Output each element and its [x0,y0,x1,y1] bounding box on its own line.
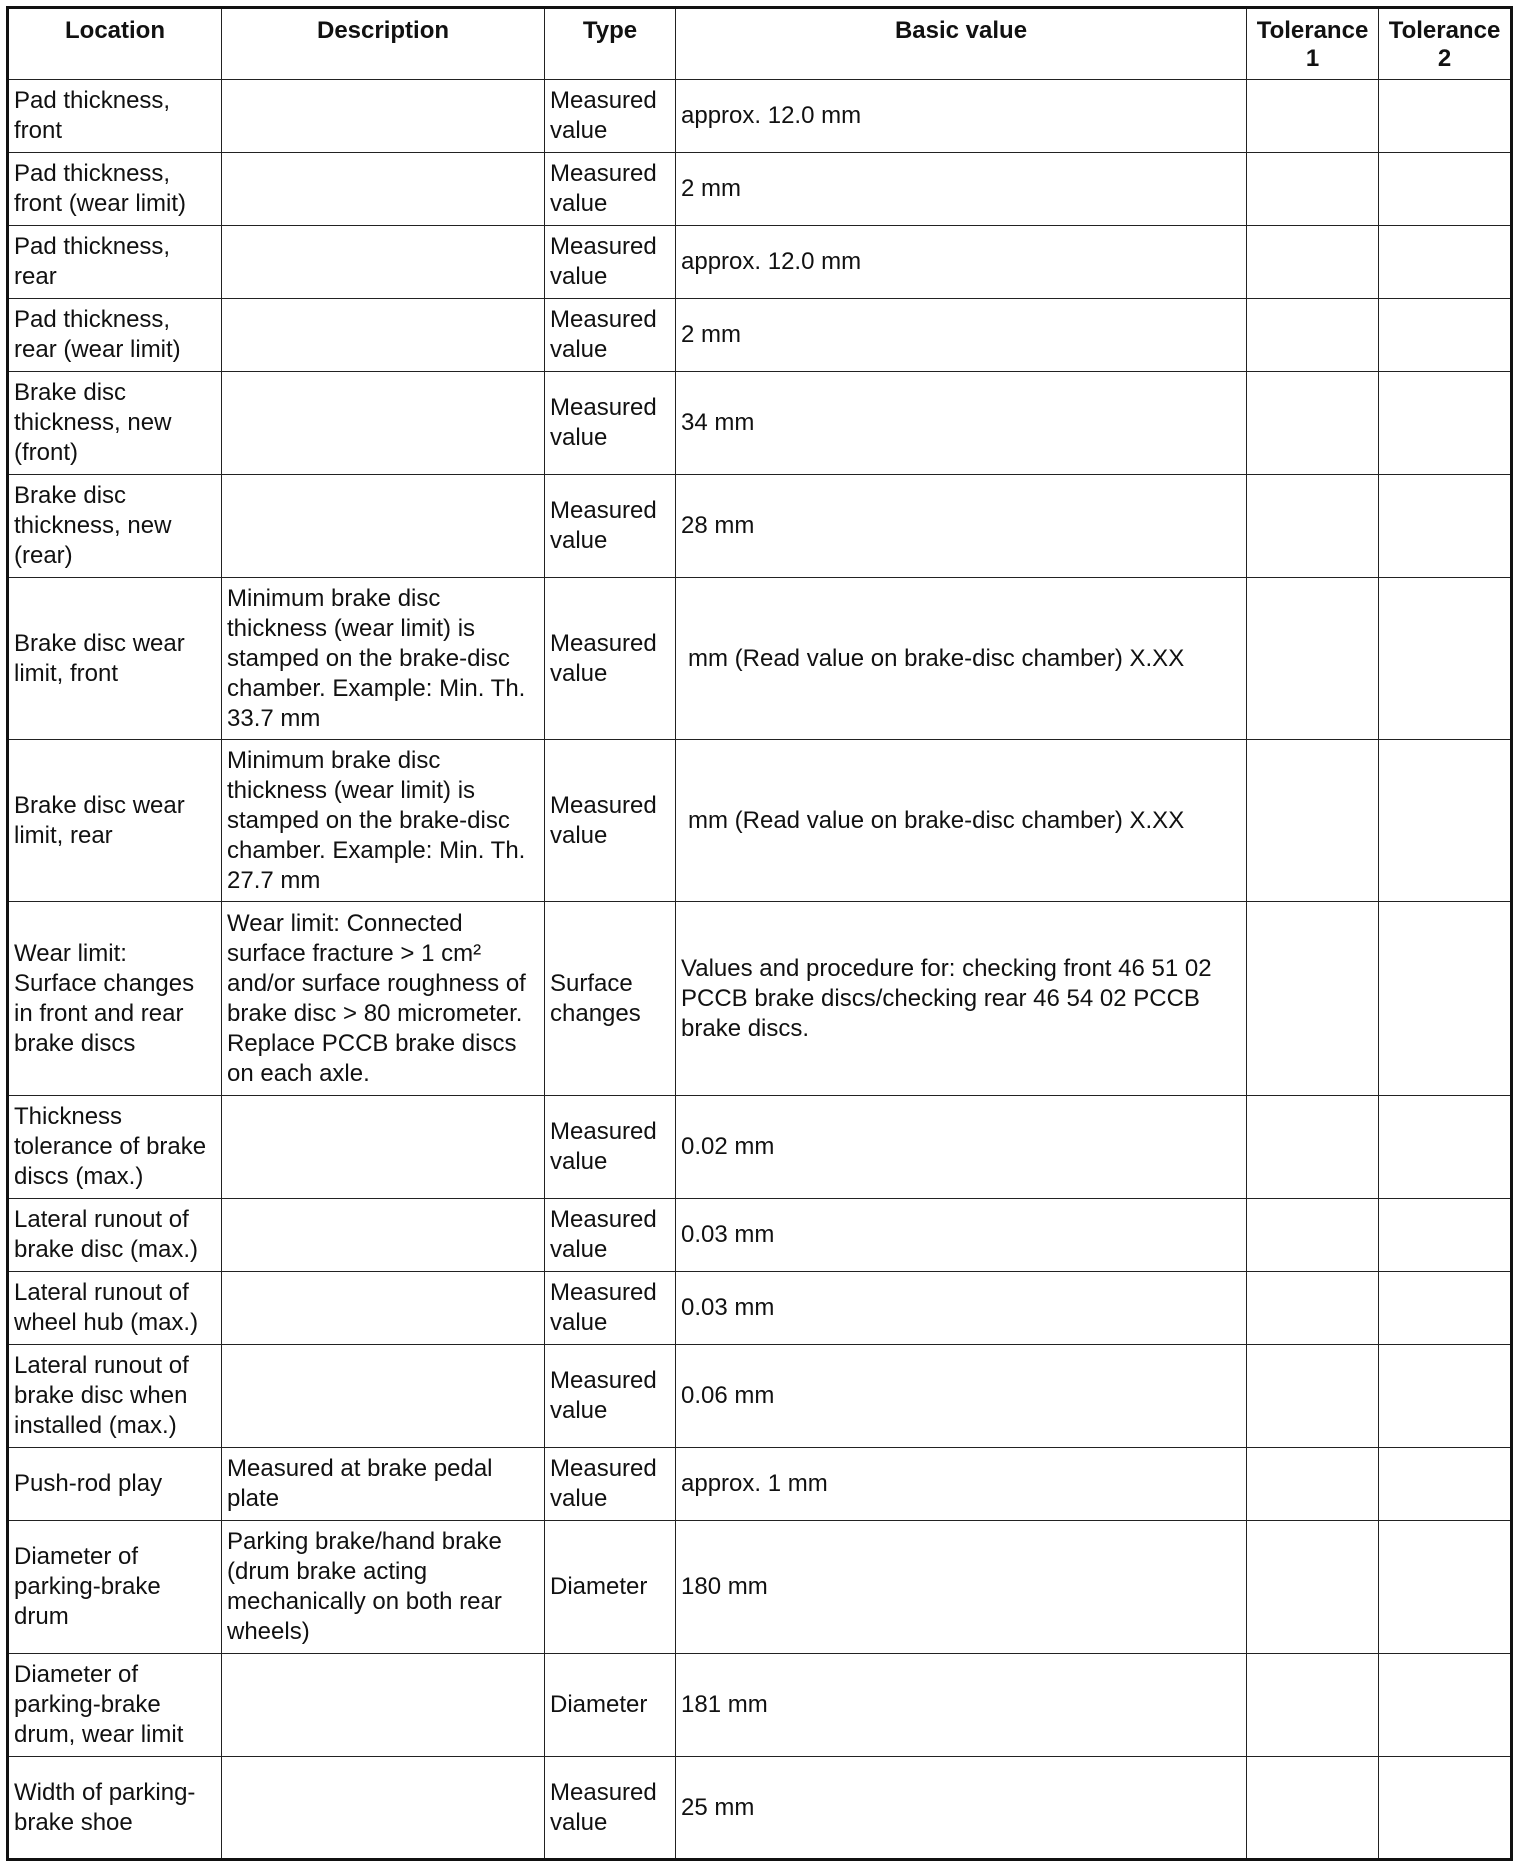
cell-basic-value: 2 mm [676,153,1247,226]
table-row [8,578,1512,740]
table-row [8,80,1512,153]
cell-tolerance-1 [1247,475,1379,578]
cell-tolerance-2 [1379,1757,1512,1860]
cell-tolerance-1 [1247,902,1379,1096]
cell-tolerance-1 [1247,1757,1379,1860]
cell-tolerance-2 [1379,1199,1512,1272]
cell-type: Measured value [545,475,676,578]
cell-type: Surface changes [545,902,676,1096]
cell-type: Measured value [545,299,676,372]
table-row [8,299,1512,372]
cell-location: Brake disc wear limit, rear [8,740,222,902]
cell-tolerance-2 [1379,153,1512,226]
cell-basic-value: mm (Read value on brake-disc chamber) X.XX [676,578,1247,740]
cell-location: Pad thickness, front (wear limit) [8,153,222,226]
cell-basic-value: 180 mm [676,1521,1247,1654]
cell-location: Wear limit: Surface changes in front and rear brake discs [8,902,222,1096]
cell-basic-value: 0.03 mm [676,1272,1247,1345]
header-type: Type [545,8,676,80]
cell-tolerance-2 [1379,475,1512,578]
cell-type: Measured value [545,1757,676,1860]
cell-basic-value: Values and procedure for: checking front 46 51 02 PCCB brake discs/checking rear 46 54 02 PCCB brake discs. [676,902,1247,1096]
cell-tolerance-2 [1379,1096,1512,1199]
cell-description [222,1199,545,1272]
table-row [8,153,1512,226]
cell-tolerance-1 [1247,1199,1379,1272]
cell-tolerance-2 [1379,740,1512,902]
cell-type: Diameter [545,1654,676,1757]
table-row [8,1345,1512,1448]
cell-tolerance-1 [1247,1272,1379,1345]
table-row [8,1654,1512,1757]
cell-basic-value: 25 mm [676,1757,1247,1860]
cell-tolerance-1 [1247,1448,1379,1521]
table-row [8,1199,1512,1272]
cell-description [222,1757,545,1860]
cell-description [222,1272,545,1345]
brake-specs-table [6,6,1513,1861]
cell-basic-value: 0.06 mm [676,1345,1247,1448]
header-tolerance-1: Tolerance 1 [1247,8,1379,80]
cell-location: Pad thickness, rear (wear limit) [8,299,222,372]
cell-description [222,153,545,226]
cell-tolerance-2 [1379,578,1512,740]
cell-type: Diameter [545,1521,676,1654]
cell-type: Measured value [545,153,676,226]
cell-type: Measured value [545,1345,676,1448]
table-row [8,902,1512,1096]
header-description: Description [222,8,545,80]
cell-description: Wear limit: Connected surface fracture > 1 cm² and/or surface roughness of brake disc > 80 micrometer. Replace PCCB brake discs on each axle. [222,902,545,1096]
table-row [8,226,1512,299]
header-row [8,8,1512,80]
cell-tolerance-2 [1379,372,1512,475]
cell-location: Brake disc thickness, new (front) [8,372,222,475]
cell-basic-value: 0.03 mm [676,1199,1247,1272]
cell-basic-value: 28 mm [676,475,1247,578]
table-row [8,1096,1512,1199]
cell-description: Minimum brake disc thickness (wear limit) is stamped on the brake-disc chamber. Example: Min. Th. 27.7 mm [222,740,545,902]
cell-type: Measured value [545,226,676,299]
cell-location: Pad thickness, rear [8,226,222,299]
cell-location: Lateral runout of wheel hub (max.) [8,1272,222,1345]
cell-location: Diameter of parking-brake drum, wear limit [8,1654,222,1757]
cell-description: Measured at brake pedal plate [222,1448,545,1521]
cell-type: Measured value [545,1272,676,1345]
cell-tolerance-2 [1379,299,1512,372]
cell-tolerance-1 [1247,226,1379,299]
header-basic-value: Basic value [676,8,1247,80]
cell-description [222,372,545,475]
table-row [8,475,1512,578]
cell-basic-value: approx. 12.0 mm [676,226,1247,299]
cell-description: Parking brake/hand brake (drum brake acting mechanically on both rear wheels) [222,1521,545,1654]
cell-tolerance-1 [1247,372,1379,475]
table-row [8,1448,1512,1521]
cell-type: Measured value [545,372,676,475]
cell-description: Minimum brake disc thickness (wear limit) is stamped on the brake-disc chamber. Example: Min. Th. 33.7 mm [222,578,545,740]
cell-basic-value: 34 mm [676,372,1247,475]
cell-tolerance-1 [1247,1521,1379,1654]
table-row [8,740,1512,902]
cell-description [222,1654,545,1757]
cell-tolerance-1 [1247,740,1379,902]
cell-tolerance-1 [1247,80,1379,153]
cell-tolerance-2 [1379,1448,1512,1521]
cell-basic-value: approx. 12.0 mm [676,80,1247,153]
cell-basic-value: approx. 1 mm [676,1448,1247,1521]
cell-tolerance-2 [1379,902,1512,1096]
cell-type: Measured value [545,740,676,902]
cell-tolerance-1 [1247,1096,1379,1199]
cell-tolerance-1 [1247,153,1379,226]
cell-description [222,475,545,578]
table-row [8,1521,1512,1654]
header-tolerance-2: Tolerance 2 [1379,8,1512,80]
cell-basic-value: 0.02 mm [676,1096,1247,1199]
cell-location: Brake disc thickness, new (rear) [8,475,222,578]
cell-location: Lateral runout of brake disc (max.) [8,1199,222,1272]
table-row [8,372,1512,475]
table-row [8,1272,1512,1345]
brake-specs-sheet [6,6,1510,1846]
cell-location: Width of parking-brake shoe [8,1757,222,1860]
cell-location: Lateral runout of brake disc when installed (max.) [8,1345,222,1448]
cell-type: Measured value [545,1096,676,1199]
cell-description [222,299,545,372]
cell-tolerance-2 [1379,226,1512,299]
cell-description [222,80,545,153]
cell-tolerance-1 [1247,1345,1379,1448]
cell-location: Diameter of parking-brake drum [8,1521,222,1654]
cell-description [222,226,545,299]
cell-tolerance-2 [1379,1654,1512,1757]
cell-basic-value: 181 mm [676,1654,1247,1757]
cell-basic-value: mm (Read value on brake-disc chamber) X.XX [676,740,1247,902]
cell-description [222,1096,545,1199]
cell-location: Brake disc wear limit, front [8,578,222,740]
cell-location: Pad thickness, front [8,80,222,153]
header-location: Location [8,8,222,80]
cell-type: Measured value [545,80,676,153]
cell-tolerance-2 [1379,1272,1512,1345]
cell-location: Thickness tolerance of brake discs (max.) [8,1096,222,1199]
cell-description [222,1345,545,1448]
cell-type: Measured value [545,578,676,740]
cell-tolerance-1 [1247,1654,1379,1757]
cell-tolerance-1 [1247,299,1379,372]
cell-tolerance-2 [1379,80,1512,153]
cell-type: Measured value [545,1199,676,1272]
cell-type: Measured value [545,1448,676,1521]
cell-tolerance-2 [1379,1345,1512,1448]
cell-basic-value: 2 mm [676,299,1247,372]
cell-location: Push-rod play [8,1448,222,1521]
cell-tolerance-2 [1379,1521,1512,1654]
cell-tolerance-1 [1247,578,1379,740]
table-row [8,1757,1512,1860]
